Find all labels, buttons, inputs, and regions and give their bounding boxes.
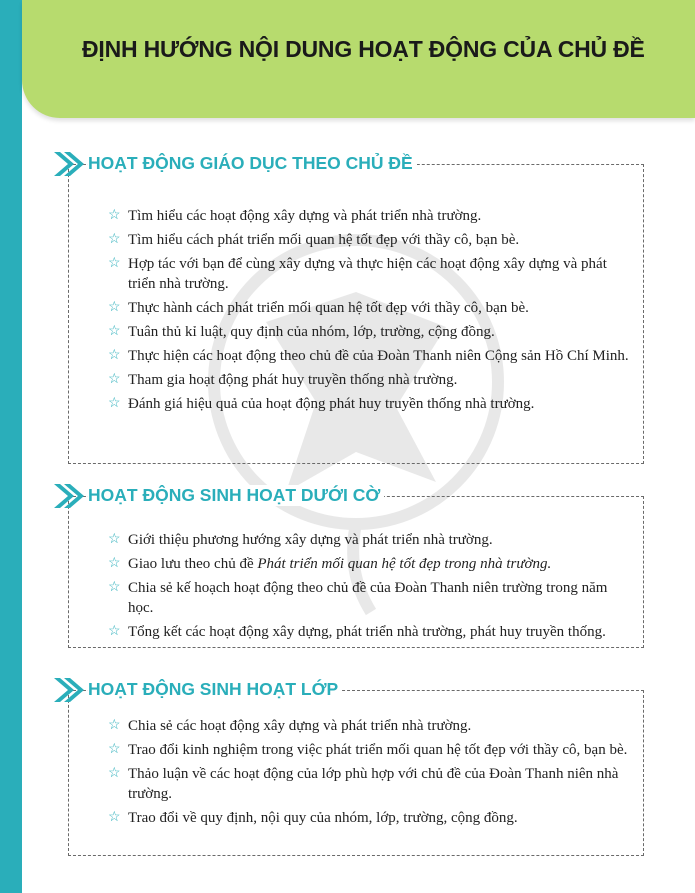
star-outline-icon: ☆: [108, 810, 121, 825]
star-outline-icon: ☆: [108, 532, 121, 547]
star-outline-icon: ☆: [108, 766, 121, 781]
double-chevron-icon: [52, 676, 86, 704]
star-outline-icon: ☆: [108, 324, 121, 339]
star-outline-icon: ☆: [108, 624, 121, 639]
list-item: ☆ Thảo luận về các hoạt động của lớp phù hợp với chủ đề của Đoàn Thanh niên nhà trường.: [108, 766, 619, 802]
list-item: ☆ Tìm hiểu các hoạt động xây dựng và phát triển nhà trường.: [108, 208, 482, 224]
star-outline-icon: ☆: [108, 372, 121, 387]
star-outline-icon: ☆: [108, 556, 121, 571]
section-flag-ceremony: [52, 482, 644, 648]
section-flag-ceremony-title: HOẠT ĐỘNG SINH HOẠT DƯỚI CỜ: [88, 485, 384, 506]
list-item: ☆ Thực hành cách phát triển mối quan hệ tốt đẹp với thầy cô, bạn bè.: [108, 300, 529, 316]
list-item: ☆ Tổng kết các hoạt động xây dựng, phát triển nhà trường, phát huy truyền thống.: [108, 624, 606, 640]
list-item: ☆ Giới thiệu phương hướng xây dựng và phát triển nhà trường.: [108, 532, 493, 548]
star-outline-icon: ☆: [108, 718, 121, 733]
chapter-banner: [22, 0, 695, 118]
list-item: ☆ Thực hiện các hoạt động theo chủ đề của Đoàn Thanh niên Cộng sản Hồ Chí Minh.: [108, 348, 629, 364]
section-education: [52, 150, 644, 464]
double-chevron-icon: [52, 150, 86, 178]
star-outline-icon: ☆: [108, 232, 121, 247]
list-item: ☆ Chia sẻ các hoạt động xây dựng và phát triển nhà trường.: [108, 718, 472, 734]
star-outline-icon: ☆: [108, 742, 121, 757]
star-outline-icon: ☆: [108, 208, 121, 223]
page-number: 6: [50, 868, 58, 884]
list-item: ☆ Hợp tác với bạn để cùng xây dựng và thực hiện các hoạt động xây dựng và phát triển nhà trường.: [108, 256, 607, 292]
star-outline-icon: ☆: [108, 348, 121, 363]
double-chevron-icon: [52, 482, 86, 510]
star-outline-icon: ☆: [108, 300, 121, 315]
section-education-title: HOẠT ĐỘNG GIÁO DỤC THEO CHỦ ĐỀ: [88, 153, 417, 174]
banner-title: ĐỊNH HƯỚNG NỘI DUNG HOẠT ĐỘNG CỦA CHỦ ĐỀ: [82, 36, 645, 62]
list-item: ☆ Trao đổi kinh nghiệm trong việc phát triển mối quan hệ tốt đẹp với thầy cô, bạn bè.: [108, 742, 628, 758]
list-item: ☆ Tham gia hoạt động phát huy truyền thống nhà trường.: [108, 372, 458, 388]
left-color-strip: [0, 0, 22, 893]
list-item: ☆ Đánh giá hiệu quả của hoạt động phát huy truyền thống nhà trường.: [108, 396, 535, 412]
star-outline-icon: ☆: [108, 256, 121, 271]
section-education-list: [108, 206, 632, 418]
section-class-activity-list: [108, 716, 632, 832]
star-outline-icon: ☆: [108, 396, 121, 411]
italic-topic-name: Phát triển mối quan hệ tốt đẹp trong nhà trường.: [257, 556, 552, 572]
section-class-activity: [52, 676, 644, 856]
list-item: ☆ Tuân thủ kỉ luật, quy định của nhóm, lớp, trường, cộng đồng.: [108, 324, 495, 340]
list-item: ☆ Trao đổi về quy định, nội quy của nhóm, lớp, trường, cộng đồng.: [108, 810, 518, 826]
star-outline-icon: ☆: [108, 580, 121, 595]
list-item: ☆ Tìm hiểu cách phát triển mối quan hệ tốt đẹp với thầy cô, bạn bè.: [108, 232, 520, 248]
list-item: ☆ Giao lưu theo chủ đề Phát triển mối quan hệ tốt đẹp trong nhà trường.: [108, 556, 552, 572]
section-class-activity-title: HOẠT ĐỘNG SINH HOẠT LỚP: [88, 679, 342, 700]
section-flag-ceremony-list: [108, 530, 632, 646]
list-item: ☆ Chia sẻ kế hoạch hoạt động theo chủ đề của Đoàn Thanh niên trường trong năm học.: [108, 580, 608, 616]
